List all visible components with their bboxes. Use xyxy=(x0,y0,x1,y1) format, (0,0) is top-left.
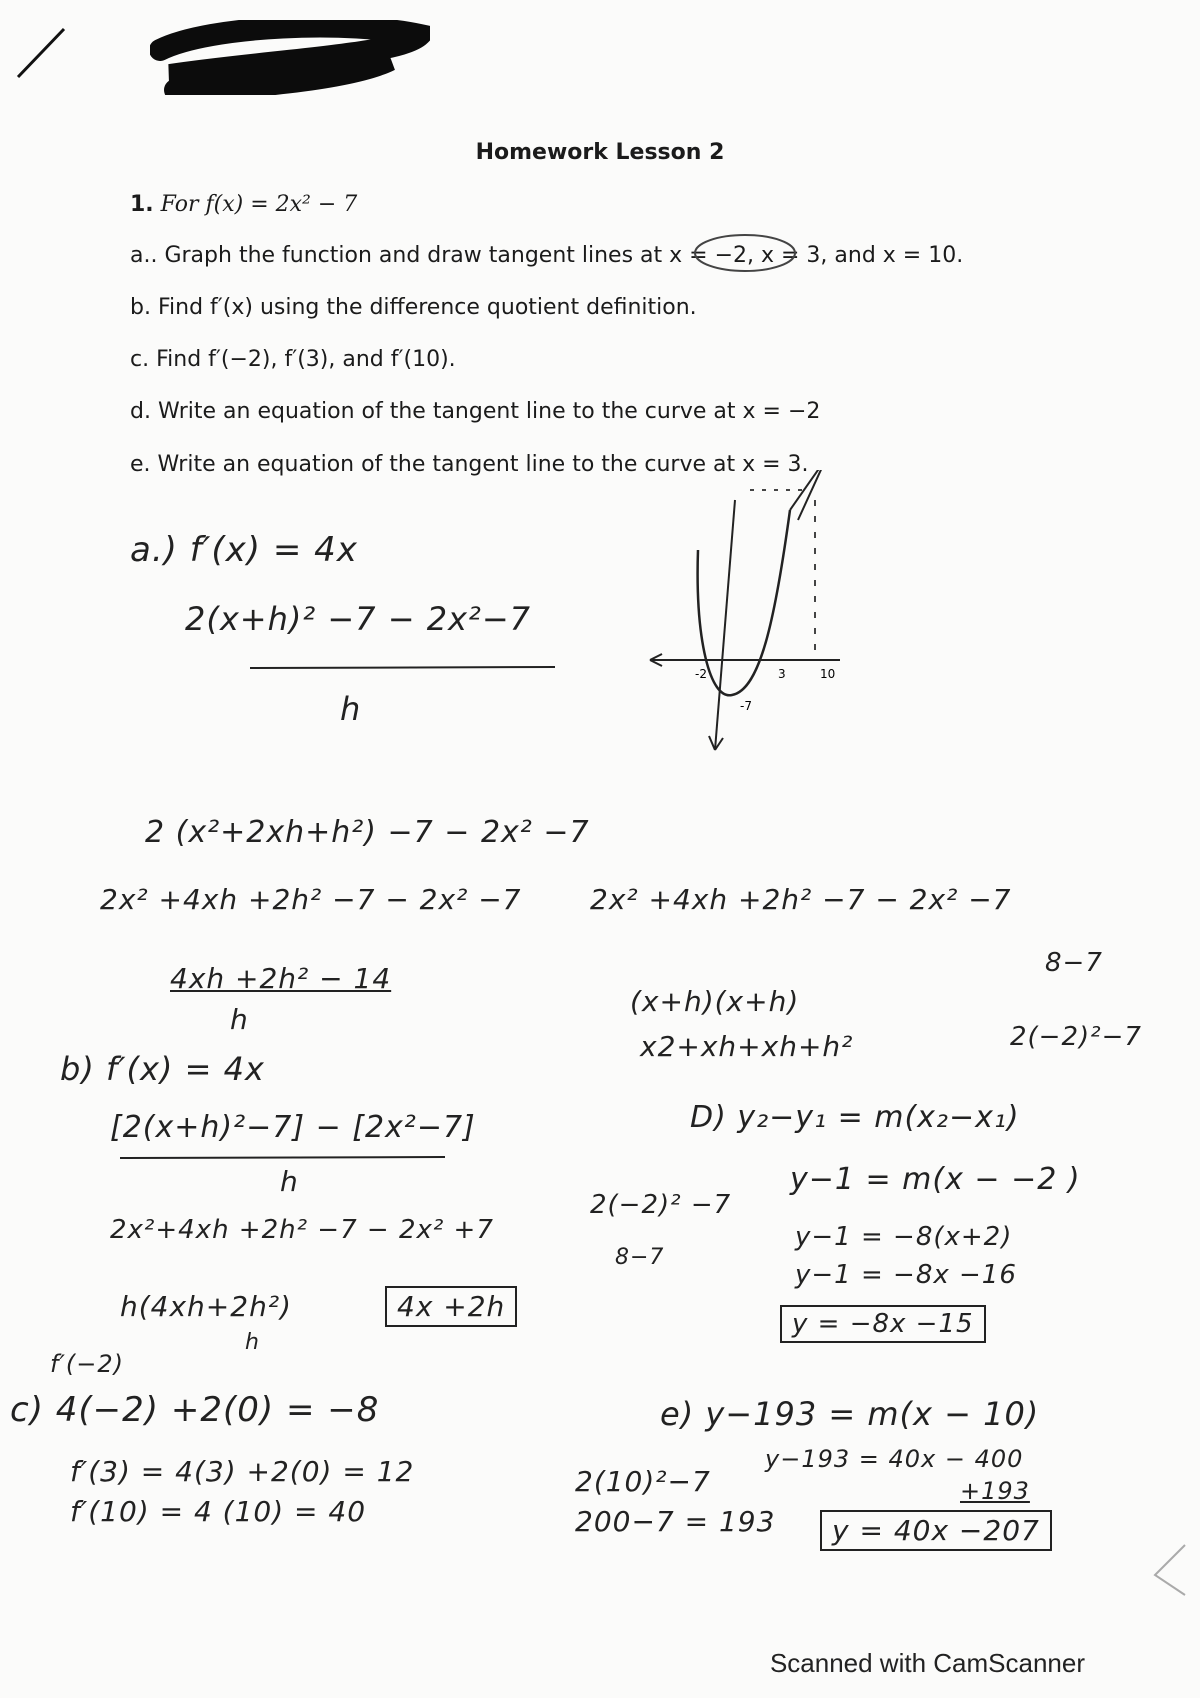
handwritten-e-side: 2(10)²−7 xyxy=(575,1465,711,1498)
part-text: Write an equation of the tangent line to the curve at x = 3. xyxy=(157,452,809,477)
handwritten-side-work: (x+h)(x+h) xyxy=(630,985,800,1018)
part-b xyxy=(130,295,697,320)
pen-stroke-mark xyxy=(12,25,72,85)
circle-annotation xyxy=(690,228,800,278)
part-a xyxy=(130,243,963,268)
part-label: c. xyxy=(130,347,150,372)
handwritten-d-side: 2(−2)² −7 xyxy=(590,1190,732,1220)
handwritten-b-factor-den: h xyxy=(245,1330,260,1355)
handwritten-c-line: c) 4(−2) +2(0) = −8 xyxy=(10,1390,380,1430)
page-corner-mark xyxy=(1150,1540,1190,1600)
handwritten-b-label: b) f′(x) = 4x xyxy=(60,1050,265,1088)
handwritten-simplified-numerator: 4xh +2h² − 14 xyxy=(170,962,392,995)
handwritten-d-result: y = −8x −15 xyxy=(780,1305,986,1343)
part-label: e. xyxy=(130,452,151,477)
handwritten-d-work: y−1 = m(x − −2 ) xyxy=(790,1162,1081,1197)
part-label: a.. xyxy=(130,243,158,268)
handwritten-b-expand: 2x²+4xh +2h² −7 − 2x² +7 xyxy=(110,1215,494,1245)
part-c xyxy=(130,347,456,372)
fraction-bar xyxy=(250,665,560,671)
fraction-bar xyxy=(120,1155,450,1161)
problem-statement xyxy=(130,192,357,217)
handwritten-dq-denominator: h xyxy=(340,690,362,728)
handwritten-side-work: 2(−2)²−7 xyxy=(1010,1022,1142,1052)
handwritten-b-factor: h(4xh+2h²) xyxy=(120,1290,292,1323)
handwritten-dq-numerator: 2(x+h)² −7 − 2x²−7 xyxy=(185,600,531,638)
parabola-graph-sketch xyxy=(640,470,860,760)
graph-tick-3: 3 xyxy=(778,667,786,681)
part-d xyxy=(130,399,820,424)
handwritten-b-numerator: [2(x+h)²−7] − [2x²−7] xyxy=(110,1110,476,1145)
part-label: d. xyxy=(130,399,151,424)
handwritten-side-work: 8−7 xyxy=(1045,948,1103,978)
handwritten-c-label: f′(−2) xyxy=(50,1350,125,1378)
handwritten-c-line: f′(10) = 4 (10) = 40 xyxy=(70,1495,367,1528)
handwritten-side-work: x2+xh+xh+h² xyxy=(640,1030,854,1063)
handwritten-b-result: 4x +2h xyxy=(385,1286,517,1327)
scanner-watermark: Scanned with CamScanner xyxy=(769,1648,1085,1678)
handwritten-e-result: y = 40x −207 xyxy=(820,1510,1052,1551)
handwritten-b-denominator: h xyxy=(280,1165,299,1198)
handwritten-d-side: 8−7 xyxy=(615,1245,665,1270)
problem-function: For f(x) = 2x² − 7 xyxy=(160,192,358,217)
part-text: Write an equation of the tangent line to the curve at x = −2 xyxy=(157,399,821,424)
handwritten-d-work: y−1 = −8x −16 xyxy=(795,1260,1017,1290)
graph-tick-neg7: -7 xyxy=(740,699,752,713)
handwritten-e-line: e) y−193 = m(x − 10) xyxy=(660,1395,1040,1433)
handwritten-expand-line2b: 2x² +4xh +2h² −7 − 2x² −7 xyxy=(590,883,1012,916)
graph-tick-10: 10 xyxy=(820,667,836,681)
handwritten-expand-line2a: 2x² +4xh +2h² −7 − 2x² −7 xyxy=(100,883,522,916)
part-text: Find f′(x) using the difference quotient definition. xyxy=(157,295,697,320)
problem-number: 1. xyxy=(130,192,154,217)
part-label: b. xyxy=(130,295,151,320)
graph-tick-neg2: -2 xyxy=(695,667,707,681)
handwritten-expand-line: 2 (x²+2xh+h²) −7 − 2x² −7 xyxy=(145,815,590,850)
part-text: Graph the function and draw tangent lines at x = −2, x = 3, and x = 10. xyxy=(164,243,964,268)
part-text: Find f′(−2), f′(3), and f′(10). xyxy=(156,347,456,372)
handwritten-c-line: f′(3) = 4(3) +2(0) = 12 xyxy=(70,1455,415,1488)
handwritten-e-side: 200−7 = 193 xyxy=(575,1505,776,1538)
handwritten-d-work: D) y₂−y₁ = m(x₂−x₁) xyxy=(690,1100,1020,1135)
handwritten-d-work: y−1 = −8(x+2) xyxy=(795,1222,1013,1252)
redacted-name-scribble xyxy=(150,20,430,95)
handwritten-e-line: y−193 = 40x − 400 xyxy=(765,1445,1024,1473)
handwritten-e-line: +193 xyxy=(960,1477,1030,1505)
handwritten-simplified-denominator: h xyxy=(230,1003,249,1036)
page-title: Homework Lesson 2 xyxy=(475,140,725,165)
handwritten-d-label: a.) f′(x) = 4x xyxy=(130,530,358,570)
